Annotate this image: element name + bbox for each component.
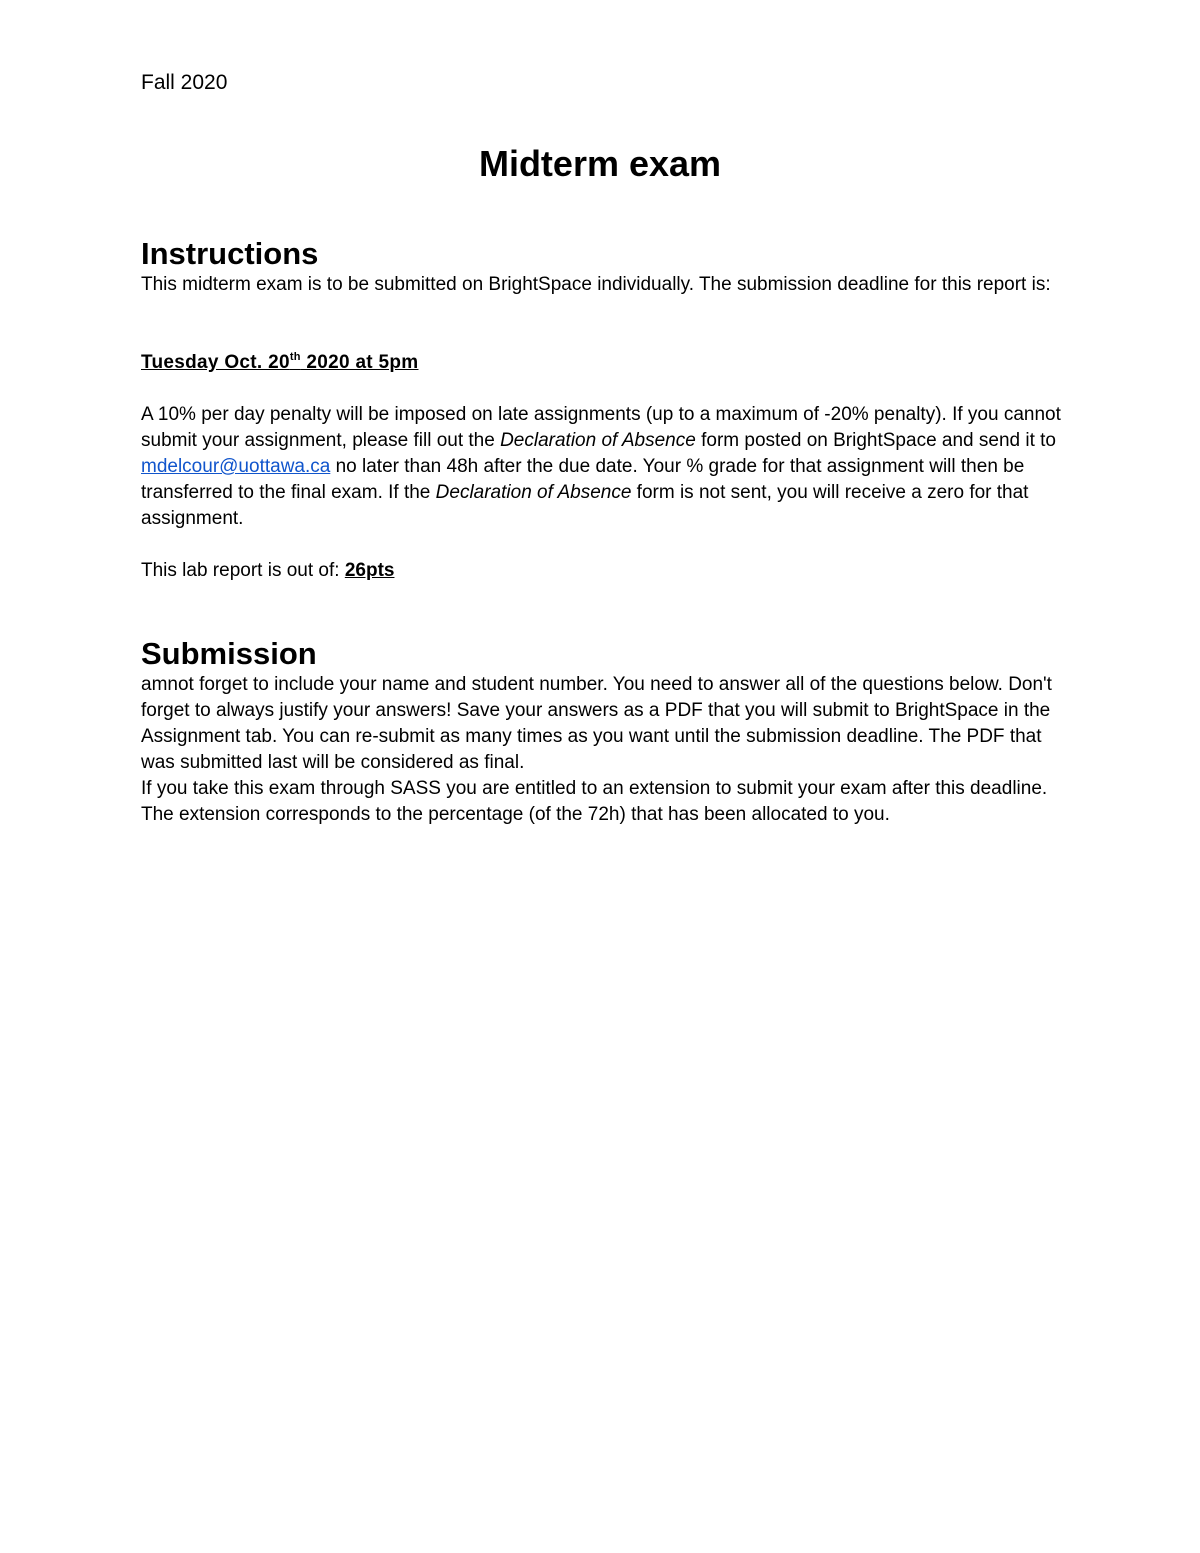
penalty-text-2: form posted on BrightSpace and send it to bbox=[695, 430, 1056, 451]
submission-heading: Submission bbox=[141, 636, 317, 671]
instructions-heading: Instructions bbox=[141, 236, 319, 271]
email-link[interactable]: mdelcour@uottawa.ca bbox=[141, 456, 331, 477]
penalty-text-4: form is not sent, you will receive a zero for that assignment. bbox=[141, 482, 1029, 529]
declaration-form-name: Declaration of Absence bbox=[500, 430, 696, 451]
semester-label: Fall 2020 bbox=[141, 71, 228, 94]
deadline-text bbox=[141, 350, 1071, 376]
page-title: Midterm exam bbox=[478, 143, 722, 184]
deadline-date: Tuesday Oct. 20 bbox=[141, 352, 290, 373]
instructions-intro: This midterm exam is to be submitted on BrightSpace individually. The submission deadline for this report is: bbox=[141, 274, 1051, 295]
penalty-paragraph bbox=[141, 402, 1071, 532]
submission-paragraph: amnot forget to include your name and student number. You need to answer all of the questions below. Don't forget to always justify your answers! Save your answers as a PDF that you will submit to BrightSpace in the Assignment tab. You can re-submit as many times as you want until the submission deadline. The PDF that was submitted last will be considered as final. bbox=[141, 674, 1052, 773]
deadline-ordinal: th bbox=[289, 351, 301, 363]
penalty-text-3: no later than 48h after the due date. Your % grade for that assignment will then be transferred to the final exam. If the bbox=[141, 456, 1025, 503]
declaration-form-name-2: Declaration of Absence bbox=[435, 482, 632, 503]
deadline-time: 2020 at 5pm bbox=[300, 352, 419, 373]
sass-note: If you take this exam through SASS you are entitled to an extension to submit your exam after this deadline. The extension corresponds to the percentage (of the 72h) that has been allocated to you. bbox=[141, 778, 1048, 825]
points-value: 26pts bbox=[344, 560, 395, 581]
points-line bbox=[141, 558, 1071, 584]
points-label: This lab report is out of: bbox=[141, 560, 345, 581]
penalty-text-1: A 10% per day penalty will be imposed on late assignments (up to a maximum of -20% penalty). If you cannot submit your assignment, please fill out the bbox=[141, 404, 1061, 451]
